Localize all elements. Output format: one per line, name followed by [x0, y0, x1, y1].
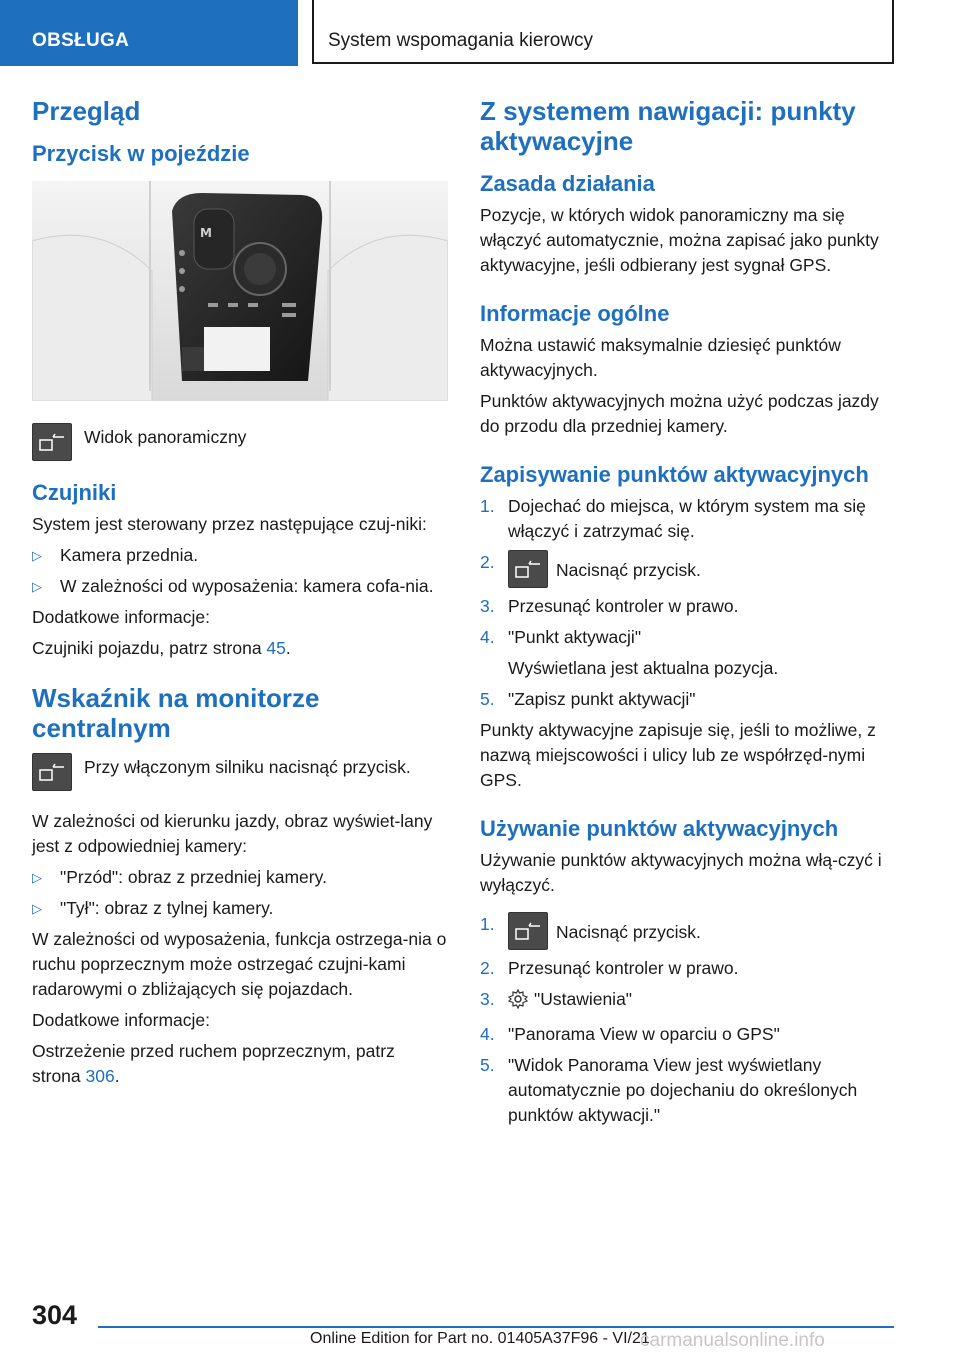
edition-text: Online Edition for Part no. 01405A37F96 - VI/21	[310, 1330, 650, 1347]
heading-nav: Z systemem nawigacji: punkty aktywacyjne	[480, 96, 856, 156]
page-number: 304	[32, 1300, 78, 1330]
page-footer	[0, 1296, 960, 1362]
general-text-1: Można ustawić maksymalnie dziesięć punktów aktywacyjnych.	[480, 335, 841, 380]
cross-traffic-text: W zależności od wyposażenia, funkcja ostrzega‐nia o ruchu poprzecznym może ostrzegać czujni‐kami radarowymi o zbliżających się pojazdach.	[32, 929, 447, 999]
watermark: carmanualsonline.info	[640, 1330, 825, 1351]
principle-text: Pozycje, w których widok panoramiczny ma się włączyć automatycznie, można zapisać jako punkty aktywacyjne, jeśli odbierany jest sygnał GPS.	[480, 205, 879, 275]
section-tab: OBSŁUGA	[0, 0, 298, 66]
indicator-row	[32, 753, 448, 791]
list-item: ▷ "Przód": obraz z przedniej kamery.	[32, 865, 448, 890]
heading-overview: Przegląd	[32, 96, 141, 126]
heading-save: Zapisywanie punktów aktywacyjnych	[480, 462, 869, 487]
triangle-bullet-icon: ▷	[32, 870, 42, 885]
cross-traffic-more: Dodatkowe informacje:	[32, 1010, 210, 1030]
list-item: 5. "Zapisz punkt aktywacji"	[480, 689, 696, 709]
svg-text:M: M	[200, 226, 212, 240]
view-list	[32, 865, 448, 921]
triangle-bullet-icon: ▷	[32, 548, 42, 563]
page-link-45[interactable]: 45	[266, 638, 286, 658]
use-steps	[480, 912, 892, 1128]
panorama-view-icon	[508, 550, 548, 588]
list-item: 3. "Ustawienia"	[480, 987, 892, 1016]
page-link-306[interactable]: 306	[85, 1066, 115, 1086]
list-item: ▷ W zależności od wyposażenia: kamera cofa‐nia.	[32, 574, 448, 599]
heading-button: Przycisk w pojeździe	[32, 141, 250, 166]
sensors-ref: Czujniki pojazdu, patrz strona 45.	[32, 638, 291, 658]
panorama-view-icon	[32, 753, 72, 791]
gear-icon	[508, 989, 528, 1016]
general-text-2: Punktów aktywacyjnych można użyć podczas jazdy do przodu dla przedniej kamery.	[480, 391, 879, 436]
footer-rule	[98, 1326, 894, 1328]
list-item: 1. Nacisnąć przycisk.	[480, 912, 892, 950]
use-intro: Używanie punktów aktywacyjnych można włą‐czyć i wyłączyć.	[480, 850, 882, 895]
heading-principle: Zasada działania	[480, 171, 655, 196]
list-item: 2. Nacisnąć przycisk.	[480, 550, 892, 588]
chapter-title: System wspomagania kierowcy	[312, 0, 894, 64]
list-item: 4. "Panorama View w oparciu o GPS"	[480, 1024, 780, 1044]
list-item: 2. Przesunąć kontroler w prawo.	[480, 958, 739, 978]
indicator-text: Przy włączonym silniku nacisnąć przycisk.	[84, 757, 411, 777]
heading-sensors: Czujniki	[32, 480, 117, 505]
save-note: Punkty aktywacyjne zapisuje się, jeśli to możliwe, z nazwą miejscowości i ulicy lub ze współrzęd‐nymi GPS.	[480, 720, 876, 790]
sensors-more: Dodatkowe informacje:	[32, 607, 210, 627]
list-item: ▷ Kamera przednia.	[32, 543, 448, 568]
heading-indicator: Wskaźnik na monitorze centralnym	[32, 683, 320, 743]
button-caption: Widok panoramiczny	[84, 427, 247, 447]
view-intro: W zależności od kierunku jazdy, obraz wyświet‐lany jest z odpowiedniej kamery:	[32, 811, 433, 856]
panorama-view-icon	[32, 423, 72, 461]
controls-photo	[32, 181, 448, 401]
button-caption-row	[32, 423, 448, 461]
save-steps	[480, 494, 892, 712]
heading-use: Używanie punktów aktywacyjnych	[480, 816, 839, 841]
heading-general: Informacje ogólne	[480, 301, 670, 326]
list-item: ▷ "Tył": obraz z tylnej kamery.	[32, 896, 448, 921]
triangle-bullet-icon: ▷	[32, 901, 42, 916]
list-item: 1. Dojechać do miejsca, w którym system ma się włączyć i zatrzymać się.	[480, 496, 866, 541]
list-item: 5. "Widok Panorama View jest wyświetlany automatycznie po dojechaniu do określonych punktów aktywacji."	[480, 1055, 858, 1125]
list-item: 4. "Punkt aktywacji" Wyświetlana jest aktualna pozycja.	[480, 627, 779, 678]
cross-traffic-ref: Ostrzeżenie przed ruchem poprzecznym, patrz strona 306.	[32, 1041, 395, 1086]
list-item: 3. Przesunąć kontroler w prawo.	[480, 596, 739, 616]
left-column	[32, 96, 448, 1095]
right-column	[480, 96, 892, 1134]
page-header	[0, 0, 960, 66]
sensors-intro: System jest sterowany przez następujące czuj‐niki:	[32, 514, 427, 534]
center-console-illustration	[32, 181, 448, 401]
sensors-list	[32, 543, 448, 599]
panorama-view-icon	[508, 912, 548, 950]
triangle-bullet-icon: ▷	[32, 579, 42, 594]
